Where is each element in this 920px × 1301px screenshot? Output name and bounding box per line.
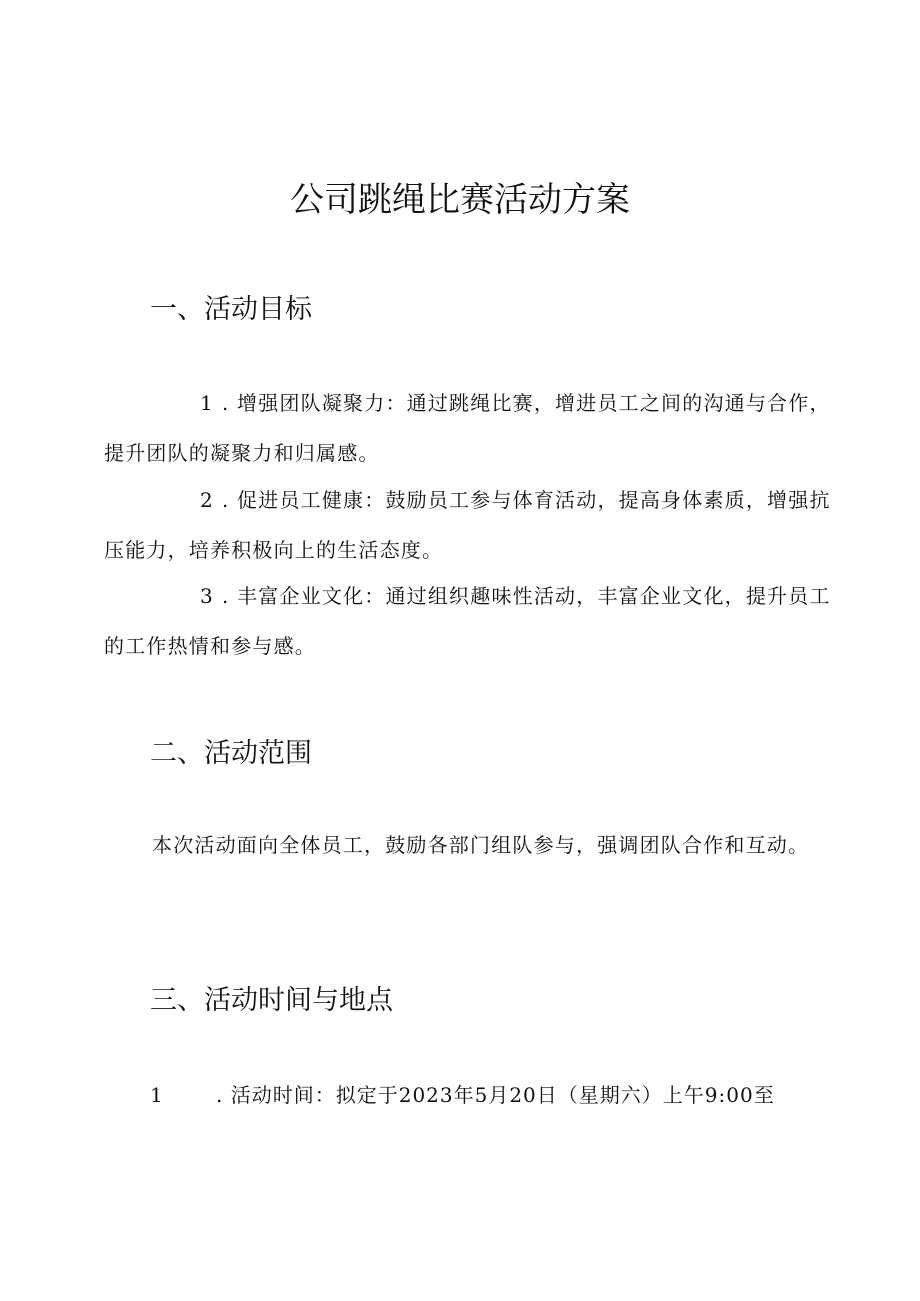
section-heading-time-place: 三、活动时间与地点 <box>150 985 393 1016</box>
goal-item-number: 3 <box>200 584 214 608</box>
goal-item-text: . 增强团队凝聚力：通过跳绳比赛，增进员工之间的沟通与合作，提升团队的凝聚力和归属感。 <box>104 391 831 465</box>
goal-item-2 <box>104 475 834 575</box>
time-item-text: . 活动时间：拟定于2023年5月20日（星期六）上午9:00至 <box>216 1083 775 1107</box>
goal-item-3 <box>104 571 834 671</box>
time-item-1 <box>150 1080 775 1110</box>
time-item-number: 1 <box>150 1083 164 1107</box>
section-heading-goals: 一、活动目标 <box>150 294 312 325</box>
scope-paragraph: 本次活动面向全体员工，鼓励各部门组队参与，强调团队合作和互动。 <box>152 833 810 857</box>
section-heading-scope: 二、活动范围 <box>150 738 312 769</box>
goal-item-1 <box>104 378 834 478</box>
goal-item-number: 2 <box>200 488 214 512</box>
goal-item-number: 1 <box>200 391 214 415</box>
goal-item-text: . 丰富企业文化：通过组织趣味性活动，丰富企业文化，提升员工的工作热情和参与感。 <box>104 584 831 658</box>
goal-item-text: . 促进员工健康：鼓励员工参与体育活动，提高身体素质，增强抗压能力，培养积极向上的生活态度。 <box>104 488 831 562</box>
document-title: 公司跳绳比赛活动方案 <box>290 180 630 220</box>
